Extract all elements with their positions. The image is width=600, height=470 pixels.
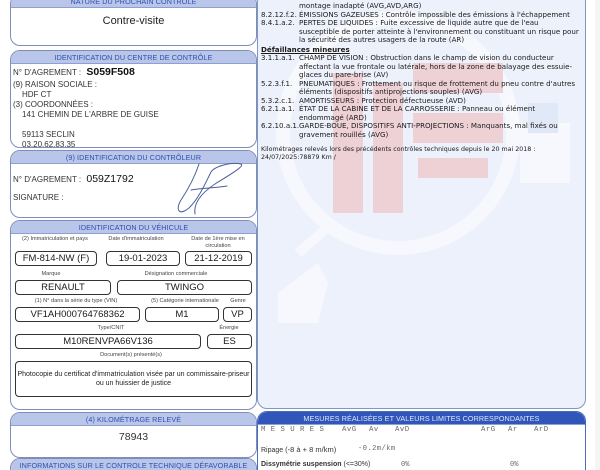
measures-panel (257, 411, 586, 470)
page-edge (595, 0, 600, 470)
col-arg: ArG (481, 426, 496, 434)
raison-sociale-value: HDF CT (22, 90, 52, 99)
mileage-panel (10, 412, 257, 458)
controller-panel (10, 150, 257, 218)
documents-label: Document(s) présenté(s) (100, 352, 162, 358)
center-agrement-label: N° D'AGREMENT : (13, 68, 82, 77)
vin-field: VF1AH000764768362 (15, 307, 140, 322)
col-avg: AvG (342, 426, 357, 434)
raison-sociale-label: (9) RAISON SOCIALE : (13, 80, 98, 89)
date-circ-label: Date de 1ère mise en circulation (191, 236, 245, 249)
unfavorable-info-header: INFORMATIONS SUR LE CONTROLE TECHNIQUE DÉFAVORABLE (11, 459, 256, 470)
next-control-value: Contre-visite (102, 15, 165, 27)
control-center-panel (10, 50, 257, 148)
col-avd: AvD (395, 426, 410, 434)
signature-image (171, 158, 251, 218)
control-center-header: IDENTIFICATION DU CENTRE DE CONTRÔLE (11, 51, 256, 64)
date-circ-field: 21-12-2019 (185, 251, 252, 266)
col-ard: ArD (534, 426, 549, 434)
vin-label: (1) N° dans la série du type (VIN) (34, 298, 118, 304)
center-phone: 03.20.62.83.35 (22, 140, 76, 148)
mileage-value: 78943 (118, 431, 149, 443)
unfavorable-info-panel (10, 458, 257, 470)
energie-field: ES (207, 334, 252, 349)
designation-label: Désignation commerciale (144, 271, 208, 277)
col-av: Av (369, 426, 379, 434)
date-immat-field: 19-01-2023 (106, 251, 180, 266)
marque-label: Marque (41, 271, 61, 277)
genre-label: Genre (230, 298, 246, 304)
coordonnees-label: (3) COORDONNÉES : (13, 100, 94, 109)
defect-item: 6.2.10.a.1. GARDE-BOUE, DISPOSITIFS ANTI-PROJECTIONS : Manquants, mal fixés ou gravement rouillés (AVG) (261, 121, 558, 139)
defect-item: montage inadapté (AVG,AVD,ARG) (299, 1, 422, 10)
col-mesures: M E S U R E S (261, 426, 325, 434)
controller-agrement-label: N° D'AGREMENT : (13, 175, 82, 184)
energie-label: Énergie (219, 325, 239, 331)
col-ar: Ar (508, 426, 518, 434)
measures-header: MESURES RÉALISÉES ET VALEURS LIMITES CORRESPONDANTES (258, 412, 585, 425)
defect-item: 5.3.2.c.1. AMORTISSEURS : Protection défectueuse (AVD) (261, 95, 466, 105)
date-immat-label: Date d'immatriculation (108, 236, 164, 242)
immat-label: (2) Immatriculation et pays (22, 236, 88, 242)
address-line1: 141 CHEMIN DE L'ARBRE DE GUISE (22, 110, 159, 119)
categorie-field: M1 (145, 307, 219, 322)
ripage-value: -0.2m/km (358, 445, 396, 453)
genre-field: VP (223, 307, 252, 322)
measures-columns (258, 426, 585, 438)
dissymetrie-rear: 0% (510, 461, 519, 469)
defects-panel (257, 0, 586, 409)
next-control-header: NATURE DU PROCHAIN CONTROLE (11, 0, 256, 8)
km-history-line1: Kilométrages relevés lors des précédents contrôles techniques depuis le 20 mai 2018 : (261, 146, 536, 153)
defect-item: 6.2.1.a.1. ÉTAT DE LA CABINE ET DE LA CARROSSERIE : Panneau ou élément endommagé (ARD) (261, 104, 536, 122)
measure-row-dissymetrie (261, 461, 370, 468)
immat-field: FM-814-NW (F) (15, 251, 97, 266)
type-label: Type/CNIT (97, 325, 125, 331)
designation-field: TWINGO (117, 280, 252, 295)
vehicle-panel (10, 220, 257, 410)
ripage-limit: (-8 à + 8 m/km) (285, 445, 337, 454)
defect-item: 3.1.1.a.1. CHAMP DE VISION : Obstruction dans le champ de vision du conducteur affectant la vue frontale ou latérale, hors de la zone de balayage des essuie-glaces du pare-brise (AV) (261, 53, 573, 79)
vehicle-header: IDENTIFICATION DU VÉHICULE (11, 221, 256, 234)
documents-field: Photocopie du certificat d'immatriculation visée par un commissaire-priseur ou un huissier de justice (15, 361, 252, 397)
signature-label: SIGNATURE : (13, 193, 64, 202)
defect-item: 5.2.3.f.1. PNEUMATIQUES : Frottement ou risque de frottement du pneu contre d'autres éléments (dispositifs antiprojections souples) (AVG) (261, 78, 576, 96)
km-history-line2: 24/07/2025:78879 Km / (261, 153, 336, 161)
mileage-header: (4) KILOMÉTRAGE RELEVÉ (11, 413, 256, 426)
type-field: M10RENVPA66V136 (15, 334, 201, 349)
dissymetrie-label: Dissymétrie suspension (261, 461, 342, 468)
km-history (261, 146, 585, 162)
minor-defects-title: Défaillances mineures (261, 44, 350, 54)
categorie-label: (5) Catégorie internationale (151, 298, 219, 304)
address-line2: 59113 SECLIN (22, 130, 75, 139)
measure-row-ripage (261, 445, 336, 454)
center-agrement-value: S059F508 (86, 66, 135, 78)
dissymetrie-limit: (<=30%) (343, 461, 371, 468)
controller-header: (9) IDENTIFICATION DU CONTRÔLEUR (11, 151, 256, 164)
next-control-panel (10, 0, 257, 46)
center-agrement (13, 67, 256, 78)
controller-agrement-value: 059Z1792 (86, 173, 134, 185)
defect-item: 8.4.1.a.2. PERTES DE LIQUIDES : Fuite excessive de liquide autre que de l'eau susceptible de porter atteinte à l'environnement ou constituant un risque pour la sécurité des autres usagers de la route (AR) (261, 18, 579, 44)
marque-field: RENAULT (15, 280, 111, 295)
defect-item: 8.2.12.f.2. ÉMISSIONS GAZEUSES : Contrôle impossible des émissions à l'échappement (261, 9, 570, 19)
ripage-label: Ripage (261, 447, 284, 454)
dissymetrie-front: 0% (401, 461, 410, 469)
